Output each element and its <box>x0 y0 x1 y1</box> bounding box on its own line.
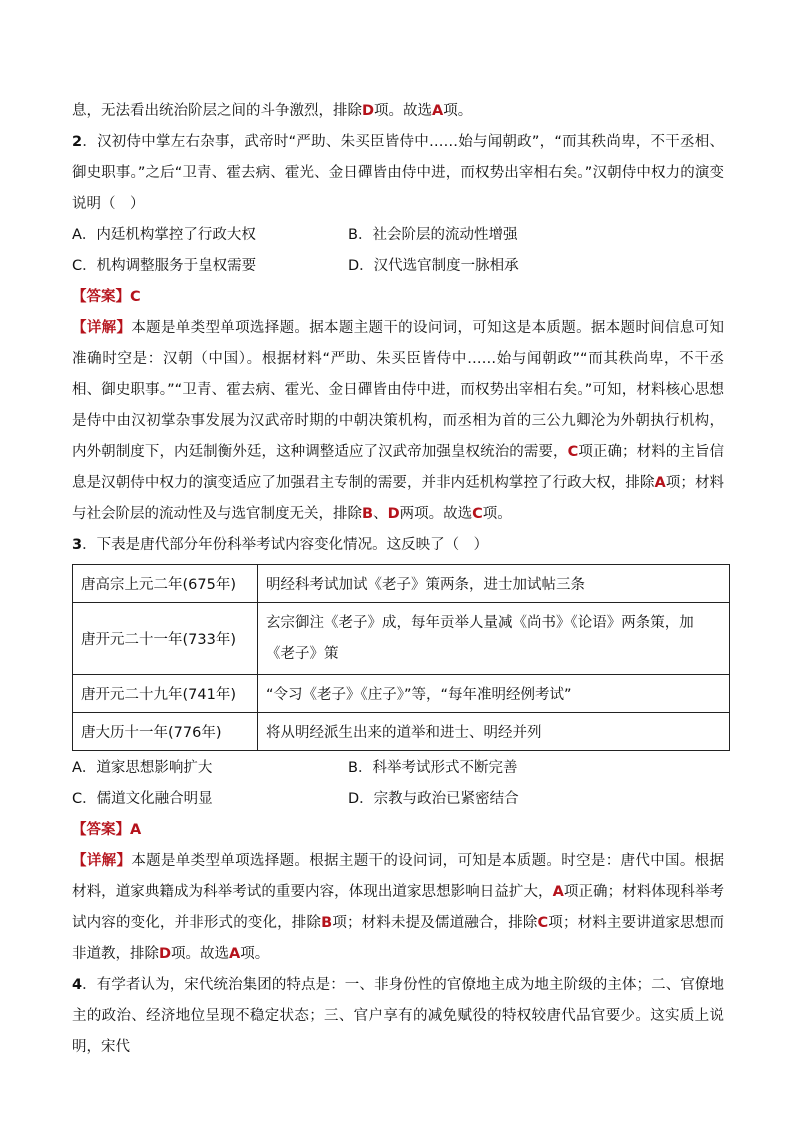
question-2-detail <box>72 313 724 530</box>
question-2-stem <box>72 127 724 220</box>
question-3-options <box>72 753 724 815</box>
text-run: 、 <box>373 506 388 522</box>
question-number: 4 <box>72 977 83 993</box>
option-letter: A <box>552 884 564 900</box>
question-2-options <box>72 220 724 282</box>
table-cell-year: 唐大历十一年(776年) <box>73 713 258 751</box>
text-run: 项正确；材料体现科举考试内容的变化，并非形式的变化，排除 <box>72 884 725 931</box>
option-letter: B <box>321 915 333 931</box>
table-row <box>73 603 730 675</box>
answer-tag: 【答案】 <box>72 822 130 838</box>
table-cell-year: 唐高宗上元二年(675年) <box>73 565 258 603</box>
option-a: A．道家思想影响扩大 <box>72 760 213 776</box>
question-text: ．汉初侍中掌左右杂事，武帝时“严助、朱买臣皆侍中……始与闻朝政”，“而其秩尚卑，不干丞相、御史职事。”之后“卫青、霍去病、霍光、金日磾皆由侍中进，而权势出宰相右矣。”汉朝侍中权力的演变说明（ ） <box>72 134 724 212</box>
question-number: 2 <box>72 134 83 150</box>
option-letter: C <box>537 915 549 931</box>
table-cell-year: 唐开元二十九年(741年) <box>73 675 258 713</box>
text-run: 项；材料与社会阶层的流动性及与选官制度无关，排除 <box>72 475 725 522</box>
text-run: 项。 <box>240 946 270 962</box>
table-row <box>73 675 730 713</box>
answer-letter: C <box>130 289 141 305</box>
text-run: 项。 <box>443 103 473 119</box>
option-b: B．科举考试形式不断完善 <box>348 760 518 776</box>
text-run: 项。故选 <box>374 103 433 119</box>
exam-content-table <box>72 564 730 751</box>
option-letter: B <box>362 506 374 522</box>
option-letter: D <box>387 506 400 522</box>
detail-tag: 【详解】 <box>72 853 132 869</box>
option-letter: A <box>654 475 666 491</box>
option-c: C．儒道文化融合明显 <box>72 791 213 807</box>
text-run: 项。故选 <box>171 946 230 962</box>
table-row <box>73 565 730 603</box>
question-4-stem <box>72 970 724 1063</box>
option-c: C．机构调整服务于皇权需要 <box>72 258 257 274</box>
option-letter: A <box>432 103 444 119</box>
question-3-detail <box>72 846 724 970</box>
table-cell-content: “令习《老子》《庄子》”等，“每年准明经例考试” <box>258 675 730 713</box>
option-d: D．汉代选官制度一脉相承 <box>348 258 519 274</box>
table-cell-content: 将从明经派生出来的道举和进士、明经并列 <box>258 713 730 751</box>
question-text: ．下表是唐代部分年份科举考试内容变化情况。这反映了（ ） <box>82 537 489 553</box>
text-run: 本题是单类型单项选择题。根据主题干的设问词，可知是本质题。时空是：唐代中国。根据材料，道家典籍成为科举考试的重要内容，体现出道家思想影响日益扩大， <box>72 853 725 900</box>
option-a: A．内廷机构掌控了行政大权 <box>72 227 256 243</box>
text-run: 项正确；材料的主旨信息是汉朝侍中权力的演变适应了加强君主专制的需要，并非内廷机构掌控了行政大权，排除 <box>72 444 725 491</box>
table-cell-content: 明经科考试加试《老子》策两条，进士加试帖三条 <box>258 565 730 603</box>
option-letter: D <box>362 103 375 119</box>
table-row <box>73 713 730 751</box>
option-letter: D <box>159 946 172 962</box>
text-run: 项；材料未提及儒道融合，排除 <box>332 915 538 931</box>
question-2-answer <box>72 282 724 313</box>
document-page <box>72 96 724 1063</box>
question-3-answer <box>72 815 724 846</box>
text-run: 本题是单类型单项选择题。据本题主题干的设问词，可知这是本质题。据本题时间信息可知准确时空是：汉朝（中国）。根据材料“严助、朱买臣皆侍中……始与闻朝政”“而其秩尚卑，不干丞相、御史职事。”“卫青、霍去病、霍光、金日磾皆由侍中进，而权势出宰相右矣。”可知，材料核心思想是侍中由汉初掌杂事发展为汉武帝时期的中朝决策机构，而丞相为首的三公九卿沦为外朝执行机构，内外朝制度下，内廷制衡外廷，这种调整适应了汉武帝加强皇权统治的需要， <box>72 320 725 460</box>
answer-letter: A <box>130 822 142 838</box>
detail-tag: 【详解】 <box>72 320 132 336</box>
continued-explanation <box>72 96 724 127</box>
option-b: B．社会阶层的流动性增强 <box>348 227 518 243</box>
option-letter: C <box>472 506 483 522</box>
text-run: 息，无法看出统治阶层之间的斗争激烈，排除 <box>72 103 362 119</box>
option-letter: A <box>229 946 241 962</box>
question-number: 3 <box>72 537 83 553</box>
option-letter: C <box>567 444 579 460</box>
answer-tag: 【答案】 <box>72 289 130 305</box>
question-3-stem <box>72 530 724 561</box>
table-cell-content: 玄宗御注《老子》成，每年贡举人量减《尚书》《论语》两条策，加《老子》策 <box>258 603 730 675</box>
table-cell-year: 唐开元二十一年(733年) <box>73 603 258 675</box>
text-run: 项。 <box>482 506 512 522</box>
text-run: 两项。故选 <box>399 506 473 522</box>
option-d: D．宗教与政治已紧密结合 <box>348 791 519 807</box>
text-run: 项；材料主要讲道家思想而非道教，排除 <box>72 915 725 962</box>
question-text: ．有学者认为，宋代统治集团的特点是：一、非身份性的官僚地主成为地主阶级的主体；二、官僚地主的政治、经济地位呈现不稳定状态；三、官户享有的减免赋役的特权较唐代品官要少。这实质上说明，宋代 <box>72 977 724 1055</box>
